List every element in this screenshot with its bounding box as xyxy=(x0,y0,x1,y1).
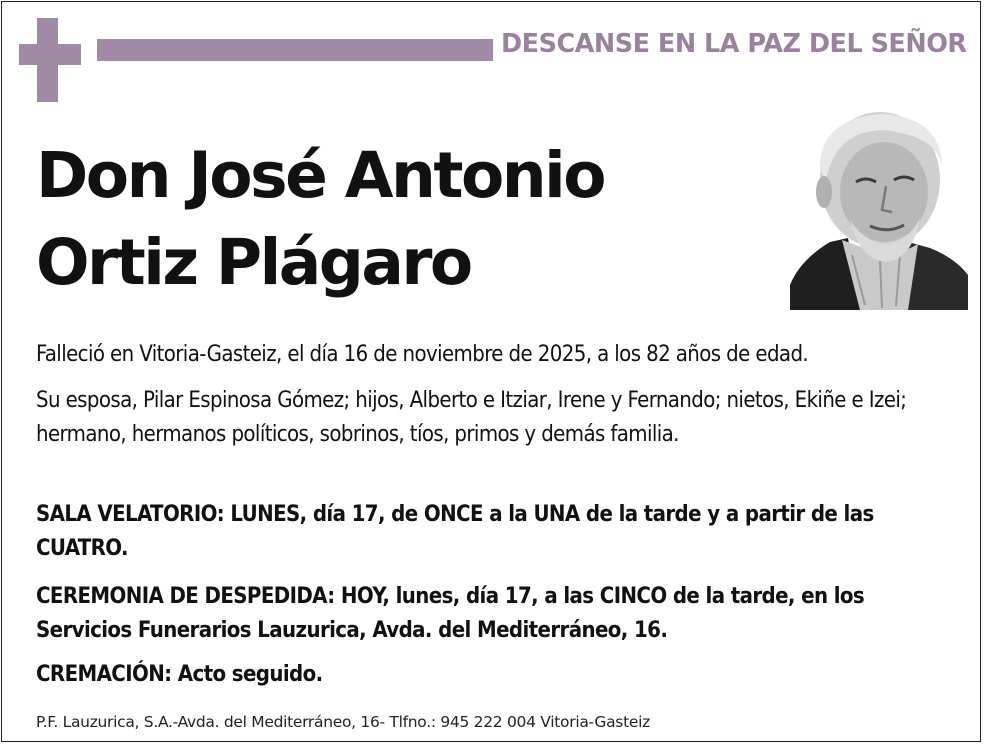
death-statement: Falleció en Vitoria-Gasteiz, el día 16 de noviembre de 2025, a los 82 años de edad. xyxy=(36,342,809,367)
name-line-1: Don José Antonio xyxy=(36,139,604,212)
wake-info: SALA VELATORIO: LUNES, día 17, de ONCE a la UNA de la tarde y a partir de las CUATRO. xyxy=(36,502,874,561)
header-divider-bar xyxy=(97,39,493,61)
name-line-2: Ortiz Plágaro xyxy=(36,226,471,299)
funeral-home-footer: P.F. Lauzurica, S.A.-Avda. del Mediterráneo, 16- Tlfno.: 945 222 004 Vitoria-Gasteiz xyxy=(36,713,650,731)
portrait-photo xyxy=(790,110,968,310)
cremation-info: CREMACIÓN: Acto seguido. xyxy=(36,662,323,687)
cross-icon-arm xyxy=(19,44,81,65)
header-caption: DESCANSE EN LA PAZ DEL SEÑOR xyxy=(501,29,967,59)
family-list: Su esposa, Pilar Espinosa Gómez; hijos, Alberto e Itziar, Irene y Fernando; nietos, Ekiñe e Izei; hermano, hermanos políticos, sobrinos, tíos, primos y demás familia. xyxy=(36,388,907,447)
ceremony-info: CEREMONIA DE DESPEDIDA: HOY, lunes, día 17, a las CINCO de la tarde, en los Servicios Funerarios Lauzurica, Avda. del Mediterráneo, 16. xyxy=(36,584,865,643)
deceased-name xyxy=(36,132,604,306)
